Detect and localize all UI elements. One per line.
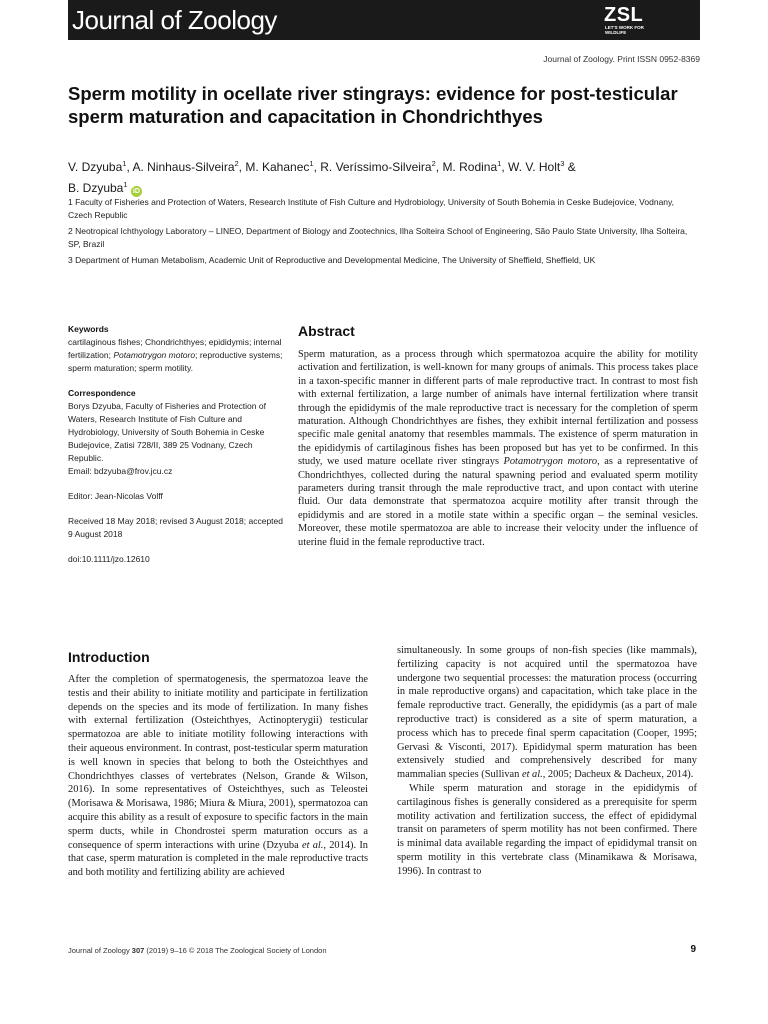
body-paragraph: After the completion of spermatogenesis, the spermatozoa leave the testis and their ability to initiate motility and participate in fertilization depends on the species and its mode of fertilization. In many fishes with external fertilization (Osteichthyes, Actinopterygii) testicular spermatozoa are able to initiate motility following interactions with their aqueous environment. In contrast, post-testicular sperm maturation is well known in species that belong to both the Osteichthyes and Chondrichthyes classes of vertebrates (Nelson, Grande & Wilson, 2016). In some representatives of Osteichthyes, such as Teleostei (Morisawa & Morisawa, 1986; Miura & Miura, 2001), spermatozoa can acquire this ability as a result of exposure to specific factors in the main sperm ducts, while in Chondrostei sperm maturation occurs as a consequence of sperm interactions with urine (Dzyuba et al., 2014). In that case, sperm maturation is completed in the male reproductive tracts and both motility and fertilizing ability are achieved: [68, 674, 368, 879]
author-affiliation-number: 3: [560, 159, 565, 168]
introduction-left-column: [68, 673, 368, 880]
orcid-icon[interactable]: iD: [132, 188, 140, 195]
journal-name: Journal of Zoology: [72, 5, 277, 35]
correspondence-block: [68, 387, 286, 478]
author-name: B. Dzyuba: [68, 181, 124, 195]
author-name: M. Rodina: [442, 160, 498, 174]
author-list: V. Dzyuba$^1$, A. Ninhaus-Silveira$^2$, M. Kahanec$^1$, R. Veríssimo-Silveira$^2$, M. Rodina$^1$, W. V. Holt$^3$ & B. Dzyuba$^1$ iD: [68, 159, 576, 195]
introduction-right-column: [397, 644, 697, 879]
author-name: W. V. Holt: [507, 160, 561, 174]
correspondence-email[interactable]: Email: bdzyuba@frov.jcu.cz: [68, 466, 173, 476]
issn-line: Journal of Zoology. Print ISSN 0952-8369: [543, 54, 700, 64]
author-affiliation-number: 1: [123, 180, 128, 189]
author-name: V. Dzyuba: [68, 160, 123, 174]
editor-line: Editor: Jean-Nicolas Volff: [68, 491, 163, 501]
zsl-logo: [604, 6, 670, 36]
doi-link[interactable]: doi:10.1111/jzo.12610: [68, 554, 150, 564]
page-number: 9: [690, 944, 696, 955]
author-name: M. Kahanec: [245, 160, 310, 174]
keywords-list: cartilaginous fishes; Chondrichthyes; epididymis; internal fertilization; Potamotrygon motoro; reproductive systems; sperm maturation; sperm motility.: [68, 337, 283, 373]
author-affiliation-number: 2: [234, 159, 239, 168]
footer-citation: Journal of Zoology 307 (2019) 9–16 © 2018 The Zoological Society of London: [68, 946, 327, 955]
zsl-logo-tagline: LET'S WORK FOR WILDLIFE: [605, 25, 644, 35]
affiliation-2: 2 Neotropical Ichthyology Laboratory – LINEO, Department of Biology and Zootechnics, Ilha Solteira School of Engineering, São Paulo State University, Ilha Solteira, SP, Brazil: [68, 226, 688, 249]
correspondence-address: Borys Dzyuba, Faculty of Fisheries and Protection of Waters, Research Institute of Fish Culture and Hydrobiology, University of South Bohemia in Ceske Budejovice, Zatisi 728/II, 389 25 Vodnany, Czech Republic.: [68, 401, 266, 463]
affiliation-3: 3 Department of Human Metabolism, Academic Unit of Reproductive and Developmental Medicine, The University of Sheffield, Sheffield, UK: [68, 255, 596, 265]
article-sidebar: [68, 323, 286, 578]
keywords-heading: Keywords: [68, 324, 109, 334]
received-dates: Received 18 May 2018; revised 3 August 2018; accepted 9 August 2018: [68, 516, 284, 539]
body-paragraph: simultaneously. In some groups of non-fish species (like mammals), fertilizing capacity is not acquired until the spermatozoa have undergone two sequential processes: the maturation process (occurring in male reproductive organs) and capacitation, which take place in the female reproductive tract. Generally, the epididymis (as a part of male reproductive tract) is considered as a site of sperm maturation, a process which has to precede final sperm capacitation (Cooper, 1995; Gervasi & Visconti, 2017). Epididymal sperm maturation has been extensively studied and comprehensively described for many mammalian species (Sullivan et al., 2005; Dacheux & Dacheux, 2014).: [397, 645, 697, 781]
affiliation-1: 1 Faculty of Fisheries and Protection of Waters, Research Institute of Fish Culture and Hydrobiology, University of South Bohemia in Ceske Budejovice, Vodnany, Czech Republic: [68, 197, 675, 220]
correspondence-heading: Correspondence: [68, 388, 136, 398]
journal-banner: [68, 0, 700, 40]
abstract-text: Sperm maturation, as a process through which spermatozoa acquire the ability for motility activation and fertilization, is well-known for many groups of animals. This process takes place in a taxon-specific manner in different parts of male reproductive tract. In contrast to most fish with external fertilization, a large number of animals have internal fertilization where transit through the epididymis of the male reproductive tract is necessary for the completion of sperm maturation. Although Chondrichthyes are fishes, they exhibit internal fertilization and possess specific male genital anatomy that resembles mammals. The existence of sperm maturation in the epididymis of cartilaginous fishes has been proposed but has yet to be confirmed. In this study, we used mature ocellate river stingrays Potamotrygon motoro, as a representative of Chondrichthyes, collected during the natural spawning period and evaluated sperm motility parameters during transit through the male reproductive tract, and upon contact with uterine fluid. Our data demonstrate that spermatozoa acquire motility after transit through the epididymis and are stored in a motile state within a specific organ – the seminal vesicles. Moreover, these motile spermatozoa are able to increase their velocity under the influence of uterine fluid in the female reproductive tract.: [298, 349, 698, 548]
author-affiliation-number: 1: [497, 159, 502, 168]
zsl-logo-mark: ZSL: [604, 4, 644, 26]
body-paragraph: While sperm maturation and storage in the epididymis of cartilaginous fishes is generally considered as a prerequisite for sperm motility activation and fertilization success, the effect of epididymal transit on parameters of sperm motility has not been confirmed. There is minimal data available regarding the impact of epididymal transit on sperm motility in this vertebrate class (Minamikawa & Morisawa, 1996). In contrast to: [397, 782, 697, 877]
keywords-block: [68, 323, 286, 375]
abstract-heading: Abstract: [298, 323, 355, 339]
author-affiliation-number: 1: [122, 159, 127, 168]
author-name: R. Veríssimo-Silveira: [320, 160, 432, 174]
author-name: A. Ninhaus-Silveira: [132, 160, 235, 174]
article-title: Sperm motility in ocellate river stingrays: evidence for post-testicular sperm maturation and capacitation in Chondrichthyes: [68, 83, 678, 127]
author-affiliation-number: 2: [431, 159, 436, 168]
author-affiliation-number: 1: [309, 159, 314, 168]
introduction-heading: Introduction: [68, 649, 150, 665]
